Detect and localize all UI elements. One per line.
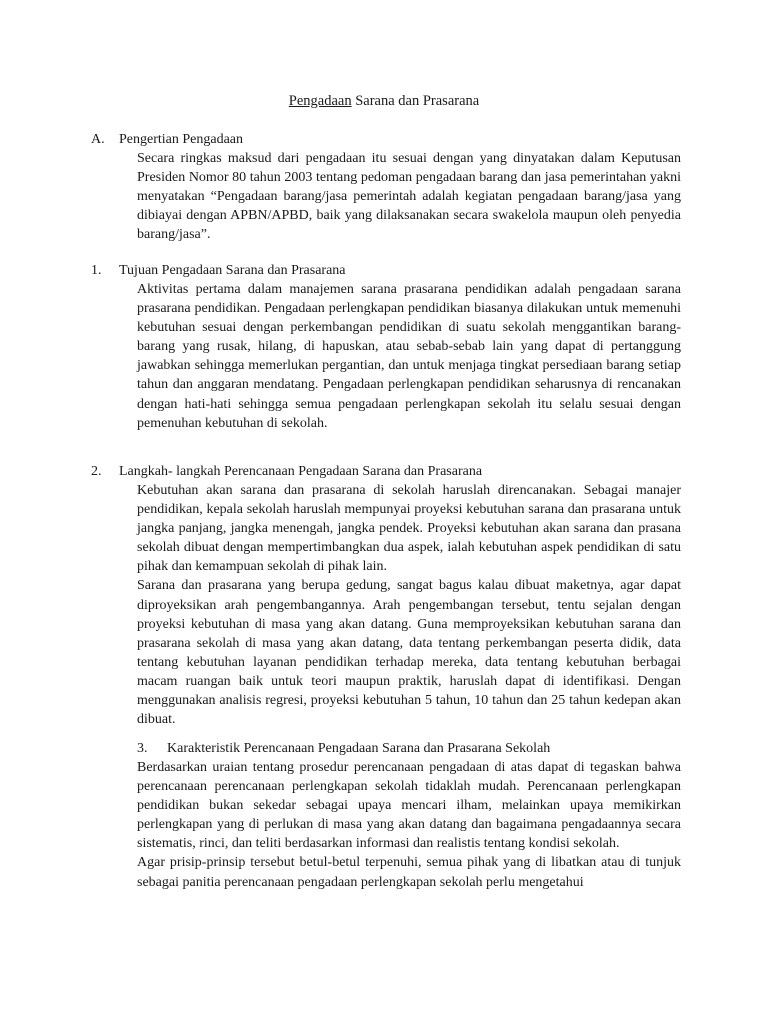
- section-3-karakteristik: [91, 739, 681, 892]
- paragraph: Sarana dan prasarana yang berupa gedung, sangat bagus kalau dibuat maketnya, agar dapat diproyeksikan arah pengembangannya. Arah pengembangan tersebut, tentu sejalan dengan proyeksi kebutuhan di masa yang akan datang. Guna memproyeksikan kebutuhan sarana dan prasarana sekolah di masa yang akan datang, data tentang perkembangan peserta didik, data tentang kebutuhan layanan pendidikan terhadap mereka, data tentang kebutuhan berbagai macam ruangan baik untuk teori maupun praktik, haruslah dapat di identifikasi. Dengan menggunakan analisis regresi, proyeksi kebutuhan 5 tahun, 10 tahun dan 25 tahun kedepan akan dibuat.: [137, 578, 681, 728]
- section-body: [137, 280, 681, 433]
- section-body: [137, 758, 681, 892]
- section-title: Karakteristik Perencanaan Pengadaan Sarana dan Prasarana Sekolah: [167, 741, 551, 756]
- section-title: Tujuan Pengadaan Sarana dan Prasarana: [119, 263, 346, 278]
- title-underlined-part: Pengadaan: [288, 93, 352, 109]
- paragraph: Berdasarkan uraian tentang prosedur perencanaan pengadaan di atas dapat di tegaskan bahwa perencanaan perencanaan perlengkapan sekolah tidaklah mudah. Perencanaan perlengkapan pendidikan bukan sekedar sebagai upaya mencari ilham, melainkan upaya memikirkan perlengkapan yang di perlukan di masa yang akan datang dan bagaimana pengadaannya secara sistematis, rinci, dan teliti berdasarkan informasi dan realistis tentang kondisi sekolah.: [137, 760, 681, 852]
- section-number: 1.: [91, 263, 102, 278]
- section-number: A.: [91, 132, 105, 147]
- section-a-pengertian: [91, 130, 681, 244]
- section-title: Langkah- langkah Perencanaan Pengadaan Sarana dan Prasarana: [119, 464, 483, 479]
- section-heading: [91, 462, 681, 481]
- paragraph: Agar prisip-prinsip tersebut betul-betul terpenuhi, semua pihak yang di libatkan atau di tunjuk sebagai panitia perencanaan pengadaan perlengkapan sekolah perlu mengetahui: [137, 855, 681, 890]
- paragraph: Aktivitas pertama dalam manajemen sarana prasarana pendidikan adalah pengadaan sarana prasarana pendidikan. Pengadaan perlengkapan pendidikan biasanya dilakukan untuk memenuhi kebutuhan sesuai dengan perkembangan pendidikan di suatu sekolah menggantikan barang-barang yang rusak, hilang, di hapuskan, atau sebab-sebab lain yang dapat di pertanggung jawabkan sehingga memerlukan pergantian, dan untuk menjaga tingkat persediaan barang setiap tahun dan anggaran mendatang. Pengadaan perlengkapan pendidikan seharusnya di rencanakan dengan hati-hati sehingga semua pengadaan perlengkapan sekolah itu selalu sesuai dengan pemenuhan kebutuhan di sekolah.: [137, 282, 681, 431]
- paragraph: Kebutuhan akan sarana dan prasarana di sekolah haruslah direncanakan. Sebagai manajer pendidikan, kepala sekolah haruslah mempunyai proyeksi kebutuhan sarana dan prasarana untuk jangka panjang, jangka menengah, jangka pendek. Proyeksi kebutuhan akan sarana dan prasana sekolah dibuat dengan mempertimbangkan dua aspek, ialah kebutuhan aspek pendidikan di satu pihak dan kemampuan sekolah di pihak lain.: [137, 483, 681, 575]
- section-heading: [91, 130, 681, 149]
- section-2-langkah: [91, 462, 681, 729]
- section-number: 2.: [91, 464, 102, 479]
- section-heading: [137, 739, 681, 758]
- title-rest: Sarana dan Prasarana: [351, 93, 480, 109]
- section-heading: [91, 261, 681, 280]
- paragraph: Secara ringkas maksud dari pengadaan itu sesuai dengan yang dinyatakan dalam Keputusan Presiden Nomor 80 tahun 2003 tentang pedoman pengadaan barang dan jasa pemerintahan yakni menyatakan “Pengadaan barang/jasa pemerintah adalah kegiatan pengadaan barang/jasa yang dibiayai dengan APBN/APBD, baik yang dilaksanakan secara swakelola maupun oleh penyedia barang/jasa”.: [137, 151, 681, 243]
- document-title: [0, 91, 768, 111]
- section-body: [137, 481, 681, 729]
- section-title: Pengertian Pengadaan: [119, 132, 244, 147]
- section-body: [137, 149, 681, 244]
- section-number: 3.: [137, 741, 148, 756]
- section-1-tujuan: [91, 261, 681, 433]
